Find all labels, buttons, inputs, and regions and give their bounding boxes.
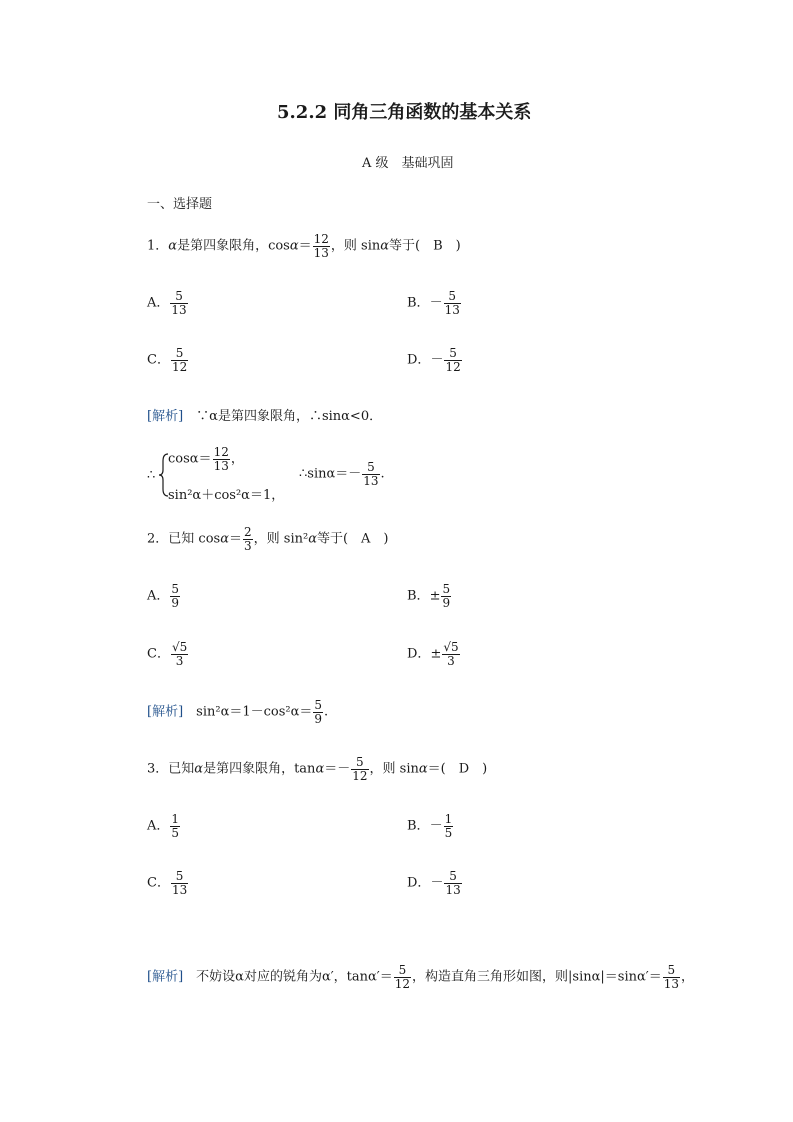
system-line-2: sin²α＋cos²α＝1，: [168, 488, 285, 503]
level-heading: A 级 基础巩固: [362, 156, 454, 171]
jiexi-label: [解析]: [147, 409, 184, 424]
question-1: 1．α是第四象限角，cosα＝ $\frac{12}{13}$ ，则 sinα等于( B ): [147, 232, 461, 260]
option-b: B．－ $\frac{1}{5}$: [407, 812, 453, 840]
system-prefix: ∴: [147, 468, 156, 483]
option-a: A． $\frac{1}{5}$: [147, 812, 180, 840]
option-c: C． $\frac{√5}{3}$: [147, 640, 188, 668]
option-a: A． $\frac{5}{9}$: [147, 582, 180, 610]
solution-1: [解析] ∵α是第四象限角，∴sinα<0．: [147, 409, 383, 424]
option-d: D．± $\frac{√5}{3}$: [407, 640, 459, 668]
solution-2: [解析] sin²α＝1－cos²α＝ $\frac{5}{9}$ .: [147, 698, 329, 726]
option-b: B．－ $\frac{5}{13}$: [407, 289, 460, 317]
option-d: D．－ $\frac{5}{12}$: [407, 346, 461, 374]
solution-3: [解析] 不妨设α对应的锐角为α′，tanα′＝ $\frac{5}{12}$ ，构造直角三角形如图，则|sinα|＝sinα′＝ $\frac{5}{13}$ ，: [147, 963, 695, 991]
system-result: ∴sinα＝－ $\frac{5}{13}$ .: [299, 460, 385, 488]
question-3: 3．已知α是第四象限角，tanα＝－ $\frac{5}{12}$ ，则 sinα＝( D ): [147, 755, 488, 783]
section-heading: 一、选择题: [147, 197, 213, 212]
question-2: 2．已知 cosα＝ $\frac{2}{3}$ ，则 sin²α等于( A ): [147, 525, 389, 553]
option-c: C． $\frac{5}{13}$: [147, 869, 188, 897]
option-d: D．－ $\frac{5}{13}$: [407, 869, 461, 897]
option-a: A． $\frac{5}{13}$: [147, 289, 187, 317]
system-line-1: cosα＝ $\frac{12}{13}$ ，: [168, 445, 244, 473]
option-c: C． $\frac{5}{12}$: [147, 346, 188, 374]
option-b: B．± $\frac{5}{9}$: [407, 582, 451, 610]
page-title: 5.2.2 同角三角函数的基本关系: [277, 102, 532, 123]
fraction: $\frac{12}{13}$: [313, 232, 329, 260]
